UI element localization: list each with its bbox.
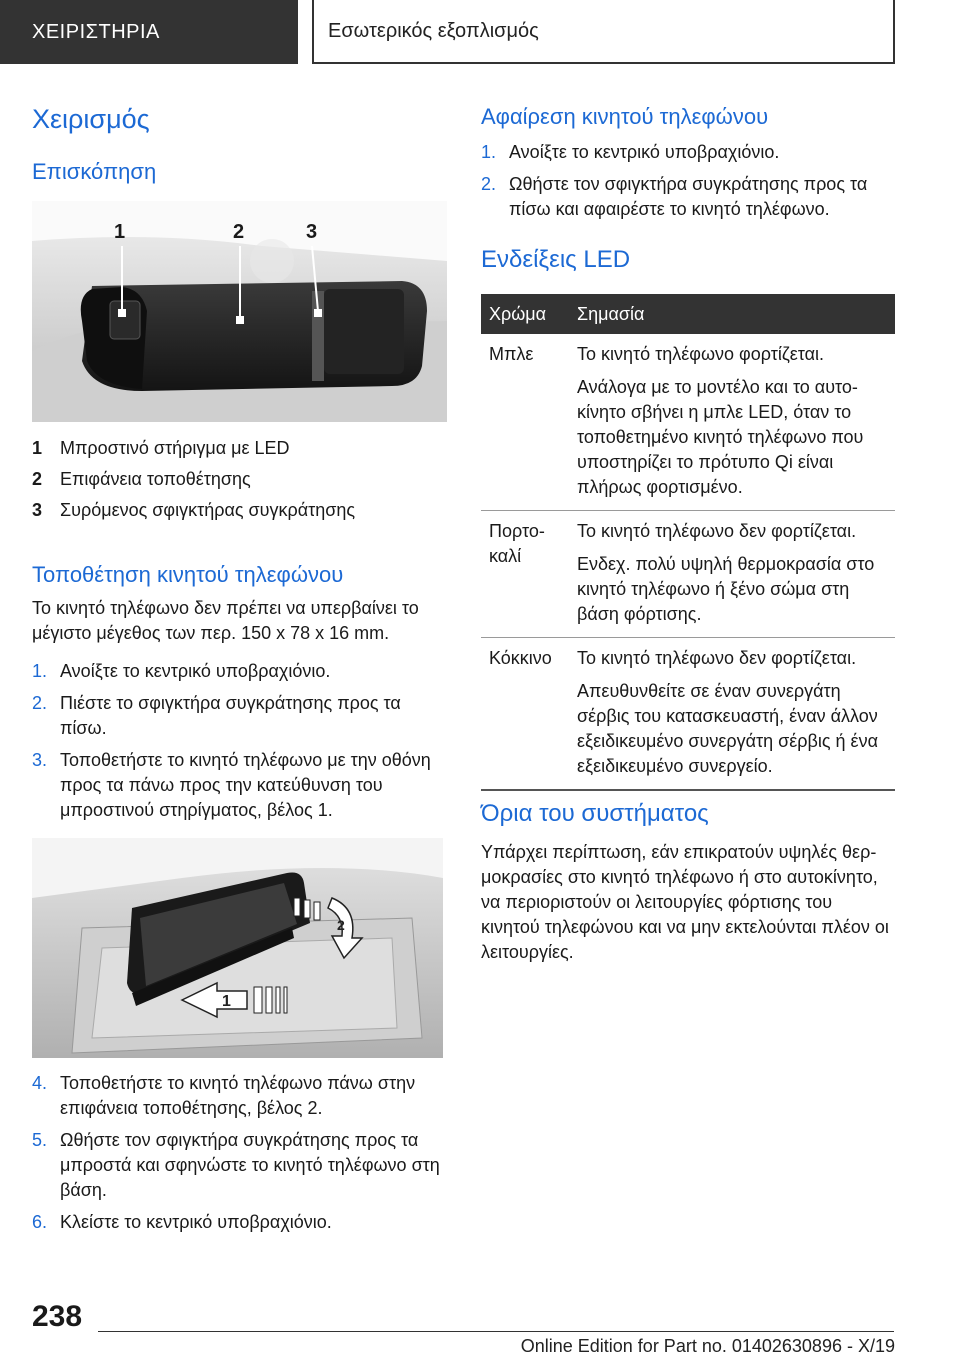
placement-steps-b	[32, 1071, 447, 1242]
svg-text:2: 2	[337, 917, 345, 933]
legend-text: Επιφάνεια τοποθέτησης	[60, 469, 251, 489]
table-row	[481, 638, 895, 791]
meaning-line: Ενδεχ. πολύ υψηλή θερμοκρασία στο κινητό τηλέφωνο ή ξένο σώμα στη βάση φόρτισης.	[577, 554, 875, 624]
callout-1: 1	[114, 221, 126, 243]
legend-num: 2	[32, 469, 43, 489]
removal-heading: Αφαίρεση κινητού τηλεφώνου	[481, 104, 769, 129]
meaning-line: Το κινητό τηλέφωνο φορτίζεται.	[577, 344, 825, 364]
step-item	[32, 748, 447, 823]
step-item	[481, 140, 895, 165]
svg-text:1: 1	[222, 993, 231, 1010]
step-text: Ωθήστε τον σφιγκτήρα συγκράτησης προς τα μπροστά και σφηνώστε το κινητό τηλέφωνο στη βάση.	[60, 1130, 440, 1200]
column-header-color: Χρώμα	[481, 294, 569, 334]
step-text: Ανοίξτε το κεντρικό υποβραχιόνιο.	[509, 142, 780, 162]
cell-meaning	[569, 334, 895, 511]
legend-item	[32, 436, 447, 461]
header-section-tab	[0, 0, 298, 64]
step-num: 3.	[32, 750, 48, 770]
cell-color: Κόκκινο	[481, 638, 569, 791]
step-num: 6.	[32, 1212, 48, 1232]
step-num: 5.	[32, 1130, 48, 1150]
footer-edition: Online Edition for Part no. 01402630896 - X/19	[520, 1336, 895, 1356]
footer-rule	[98, 1331, 894, 1332]
meaning-line: Το κινητό τηλέφωνο δεν φορτίζεται.	[577, 648, 857, 668]
meaning-line: Το κινητό τηλέφωνο δεν φορτίζεται.	[577, 521, 857, 541]
page-title: Χειρισμός	[32, 104, 150, 134]
meaning-line: Απευθυνθείτε σε έναν συνεργάτη σέρβις του κατασκευαστή, έναν άλλον εξειδικευμένο συνεργάτη σέρβις ή ένα εξειδικευμένο συνεργείο.	[577, 681, 878, 776]
limits-text: Υπάρχει περίπτωση, εάν επικρατούν υψηλές θερμοκρασίες στο κινητό τηλέφωνο ή στο αυτοκίνητο, να περιοριστούν οι λειτουργίες φόρτισης του κινητού τηλεφώνου και να μην εκτελούνται πλέον οι λειτουργίες.	[481, 842, 889, 962]
overview-heading: Επισκόπηση	[32, 159, 157, 184]
overview-image	[32, 201, 447, 422]
callout-2: 2	[233, 221, 245, 243]
step-num: 2.	[481, 174, 497, 194]
step-text: Ανοίξτε το κεντρικό υποβραχιόνιο.	[60, 661, 331, 681]
callout-3: 3	[306, 221, 318, 243]
step-item	[32, 691, 447, 741]
cell-meaning	[569, 511, 895, 638]
placement-intro: Το κινητό τηλέφωνο δεν πρέπει να υπερβαίνει το μέγιστο μέγεθος των περ. 150 x 78 x 16 mm.	[32, 598, 419, 643]
overview-legend	[32, 436, 447, 529]
led-heading: Ενδείξεις LED	[481, 246, 631, 273]
placement-steps-a	[32, 659, 447, 830]
legend-item	[32, 498, 447, 523]
column-header-meaning: Σημασία	[569, 294, 895, 334]
legend-text: Συρόμενος σφιγκτήρας συγκράτησης	[60, 500, 356, 520]
phone-placement-illustration	[32, 838, 443, 1058]
placement-image	[32, 838, 443, 1058]
placement-heading: Τοποθέτηση κινητού τηλεφώνου	[32, 562, 344, 587]
step-num: 1.	[481, 142, 497, 162]
header-chapter-label: Εσωτερικός εξοπλισμός	[328, 19, 539, 42]
led-table	[481, 294, 895, 791]
table-header-row	[481, 294, 895, 334]
step-num: 4.	[32, 1073, 48, 1093]
limits-heading: Όρια του συστήματος	[481, 800, 709, 827]
step-text: Τοποθετήστε το κινητό τηλέφωνο πάνω στην επιφάνεια τοποθέτησης, βέλος 2.	[60, 1073, 416, 1118]
page-number: 238	[32, 1300, 83, 1333]
legend-item	[32, 467, 447, 492]
header-chapter-tab	[312, 0, 895, 64]
header-section-label: ΧΕΙΡΙΣΤΗΡΙΑ	[32, 20, 160, 43]
cell-meaning	[569, 638, 895, 791]
step-item	[32, 659, 447, 684]
legend-text: Μπροστινό στήριγμα με LED	[60, 438, 290, 458]
cell-color: Πορτοκαλί	[481, 511, 569, 638]
table-row	[481, 334, 895, 511]
step-item	[32, 1128, 447, 1203]
meaning-line: Ανάλογα με το μοντέλο και το αυτοκίνητο σβήνει η μπλε LED, όταν το τοποθετημένο κινητό τηλέφωνο που υποστηρίζει το πρότυπο Qi είναι πλήρως φορτισμένο.	[577, 377, 864, 497]
step-item	[32, 1210, 447, 1235]
step-num: 1.	[32, 661, 48, 681]
legend-num: 1	[32, 438, 43, 458]
step-num: 2.	[32, 693, 48, 713]
legend-num: 3	[32, 500, 43, 520]
removal-steps	[481, 140, 895, 229]
step-text: Ωθήστε τον σφιγκτήρα συγκράτησης προς τα πίσω και αφαιρέστε το κινητό τηλέφωνο.	[509, 174, 868, 219]
cell-color: Μπλε	[481, 334, 569, 511]
step-item	[481, 172, 895, 222]
table-row	[481, 511, 895, 638]
step-text: Τοποθετήστε το κινητό τηλέφωνο με την οθόνη προς τα πάνω προς την κατεύθυνση του μπροστινού στηρίγματος, βέλος 1.	[60, 750, 431, 820]
step-item	[32, 1071, 447, 1121]
step-text: Πιέστε το σφιγκτήρα συγκράτησης προς τα πίσω.	[60, 693, 401, 738]
step-text: Κλείστε το κεντρικό υποβραχιόνιο.	[60, 1212, 332, 1232]
